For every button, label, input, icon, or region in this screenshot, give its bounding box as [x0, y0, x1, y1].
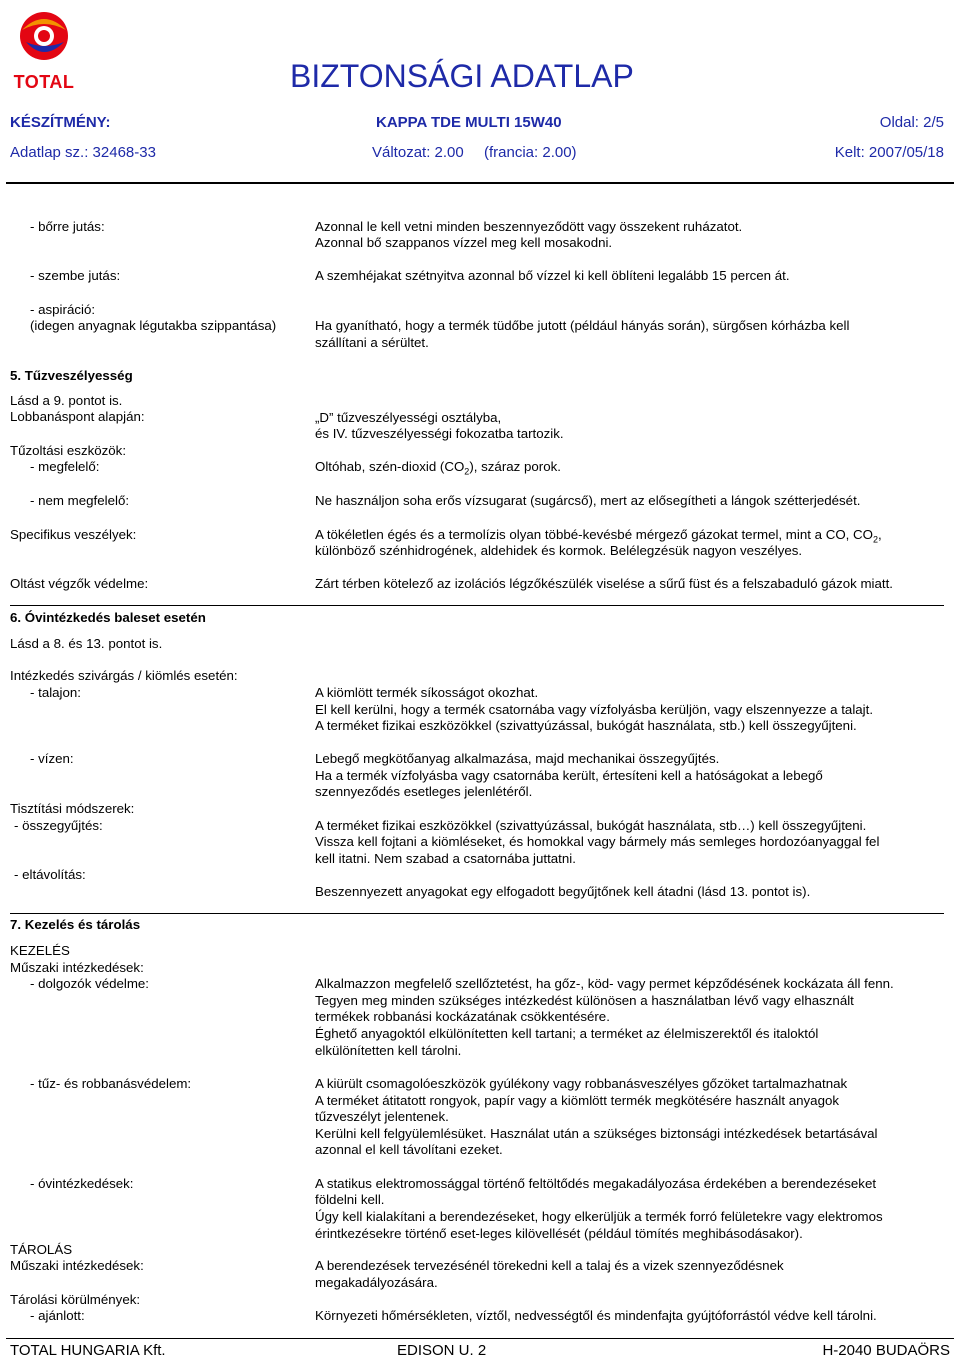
ground-text-3: A terméket fizikai eszközökkel (szivattyúzással, bukógát használata, stb.) kell összegyűjteni.	[315, 718, 857, 733]
unsuitable-text: Ne használjon soha erős vízsugarat (sugárcső), mert az elősegítheti a lángok szétterjedését.	[315, 493, 861, 508]
workers-label: - dolgozók védelme:	[30, 976, 149, 991]
eye-label: - szembe jutás:	[30, 268, 121, 283]
conditions-label: Tárolási körülmények:	[10, 1292, 141, 1307]
ground-text-2: El kell kerülni, hogy a termék csatornába vagy vízfolyásba kerüljön, vagy elszennyezze a talajt.	[315, 702, 874, 717]
sheet-number: Adatlap sz.: 32468-33	[10, 144, 156, 161]
skin-text-1: Azonnal le kell vetni minden beszennyeződött vagy összekent ruházatot.	[315, 219, 743, 234]
recommended-text: Környezeti hőmérsékleten, víztől, nedvességtől és mindenfajta gyújtóforrástól védve kell tárolni.	[315, 1308, 877, 1323]
product-name: KAPPA TDE MULTI 15W40	[376, 114, 562, 131]
total-logo	[8, 4, 80, 92]
french-version: (francia: 2.00)	[484, 144, 577, 161]
water-text-3: szennyeződés esetleges jelenlétéről.	[315, 784, 533, 799]
footer-street: EDISON U. 2	[397, 1342, 487, 1359]
clean-label: Tisztítási módszerek:	[10, 801, 135, 816]
section-5-heading: 5. Tűzveszélyesség	[10, 368, 133, 383]
skin-label: - bőrre jutás:	[30, 219, 105, 234]
page-number: Oldal: 2/5	[879, 114, 944, 131]
water-label: - vízen:	[30, 751, 74, 766]
precautions-text-1: A statikus elektromossággal történő feltöltődés megakadályozása érdekében a berendezéseket	[315, 1176, 877, 1191]
hazard-text-1: A tökéletlen égés és a termolízis olyan többé-kevésbé mérgező gázokat termel, mint a CO, $CO_2$,	[315, 527, 882, 545]
storage-heading: TÁROLÁS	[10, 1242, 73, 1257]
product-label: KÉSZÍTMÉNY:	[10, 114, 111, 131]
eye-text-1: A szemhéjakat szétnyitva azonnal bő vízzel ki kell öblíteni legalább 15 percen át.	[315, 268, 790, 283]
unsuitable-label: - nem megfelelő:	[30, 493, 130, 508]
suitable-label: - megfelelő:	[30, 459, 100, 474]
precautions-text-4: érintkezésekre történő eset-leges kilövellését (például tömítés meghibásodásakor).	[315, 1226, 803, 1241]
document-title: BIZTONSÁGI ADATLAP	[290, 58, 634, 94]
aspiration-label-2: (idegen anyagnak légutakba szippantása)	[30, 318, 277, 333]
skin-text-2: Azonnal bő szappanos vízzel meg kell mosakodni.	[315, 235, 613, 250]
protection-text: Zárt térben kötelező az izolációs légzőkészülék viselése a sűrű füst és a felszabaduló gázok miatt.	[315, 576, 893, 591]
workers-text-5: elkülönítetten kell tárolni.	[315, 1043, 462, 1058]
fire-text-1: A kiürült csomagolóeszközök gyúlékony vagy robbanásveszélyes gőzöket tartalmazhatnak	[315, 1076, 848, 1091]
issue-date: Kelt: 2007/05/18	[834, 144, 944, 161]
handling-heading: KEZELÉS	[10, 943, 70, 958]
recommended-label: - ajánlott:	[30, 1308, 85, 1323]
ground-label: - talajon:	[30, 685, 81, 700]
total-logo-icon	[8, 4, 80, 74]
fire-label: - tűz- és robbanásvédelem:	[30, 1076, 192, 1091]
footer-city: H-2040 BUDAÖRS	[822, 1342, 950, 1359]
logo-text: TOTAL	[13, 72, 75, 92]
workers-text-4: Éghető anyagoktól elkülönítetten kell tartani; a terméket az élelmiszerektől és italoktól	[315, 1026, 819, 1041]
fire-text-2: A terméket átitatott rongyok, papír vagy a kiömlött termék megkötésére használt anyagok	[315, 1093, 840, 1108]
workers-text-3: termékek robbanási kockázatának csökkentésére.	[315, 1009, 610, 1024]
fire-text-5: azonnal el kell távolítani ezeket.	[315, 1142, 503, 1157]
sec5-see: Lásd a 9. pontot is.	[10, 393, 123, 408]
removal-text-1: Beszennyezett anyagokat egy elfogadott begyűjtőnek kell átadni (lásd 13. pontot is).	[315, 884, 811, 899]
aspiration-text-2: szállítani a sérültet.	[315, 335, 429, 350]
fire-text-3: tűzveszélyt jelentenek.	[315, 1109, 449, 1124]
aspiration-text-1: Ha gyanítható, hogy a termék tüdőbe jutott (például hányás során), sürgősen kórházba kell	[315, 318, 850, 333]
water-text-1: Lebegő megkötőanyag alkalmazása, majd mechanikai összegyűjtés.	[315, 751, 720, 766]
hazard-text-2: különböző szénhidrogének, aldehidek és kormok. Belélegzésük nagyon veszélyes.	[315, 543, 803, 558]
ground-text-1: A kiömlött termék síkosságot okozhat.	[315, 685, 539, 700]
tech2-text-1: A berendezések tervezésénél törekedni kell a talaj és a vizek szennyeződésnek	[315, 1258, 784, 1273]
collect-label: - összegyűjtés:	[14, 818, 103, 833]
precautions-label: - óvintézkedések:	[30, 1176, 134, 1191]
header-divider	[6, 182, 954, 184]
sec6-see: Lásd a 8. és 13. pontot is.	[10, 636, 163, 651]
flash-text-2: és IV. tűzveszélyességi fokozatba tartozik.	[315, 426, 564, 441]
section-7-heading: 7. Kezelés és tárolás	[10, 917, 141, 932]
tech2-label: Műszaki intézkedések:	[10, 1258, 144, 1273]
precautions-text-2: földelni kell.	[315, 1192, 385, 1207]
leak-label: Intézkedés szivárgás / kiömlés esetén:	[10, 668, 238, 683]
water-text-2: Ha a termék vízfolyásba vagy csatornába került, értesíteni kell a hatóságokat a lebegő	[315, 768, 823, 783]
tech2-text-2: megakadályozására.	[315, 1275, 438, 1290]
flash-text-1: „D” tűzveszélyességi osztályba,	[315, 410, 502, 425]
footer-company: TOTAL HUNGARIA Kft.	[10, 1342, 166, 1359]
hazard-label: Specifikus veszélyek:	[10, 527, 137, 542]
flash-label: Lobbanáspont alapján:	[10, 409, 145, 424]
collect-text-3: kell itatni. Nem szabad a csatornába juttatni.	[315, 851, 576, 866]
suitable-text: Oltóhab, szén-dioxid $(CO_2)$, száraz porok.	[315, 459, 561, 477]
collect-text-2: Vissza kell fojtani a kiömléseket, és homokkal vagy bármely más semleges hordozóanyaggal fel	[315, 834, 880, 849]
section-divider-6	[10, 913, 944, 914]
section-divider-5	[10, 605, 944, 606]
footer-divider	[6, 1338, 954, 1339]
tech-label: Műszaki intézkedések:	[10, 960, 144, 975]
section-6-heading: 6. Óvintézkedés baleset esetén	[10, 610, 206, 625]
protection-label: Oltást végzők védelme:	[10, 576, 149, 591]
fire-text-4: Kerülni kell felgyülemlésüket. Használat után a szükséges biztonsági intézkedések betartásával	[315, 1126, 878, 1141]
version: Változat: 2.00	[372, 144, 464, 161]
removal-label: - eltávolítás:	[14, 867, 86, 882]
aspiration-label-1: - aspiráció:	[30, 302, 96, 317]
precautions-text-3: Úgy kell kialakítani a berendezéseket, hogy elkerüljük a termék forró felületekre vagy elektromos	[315, 1209, 883, 1224]
collect-text-1: A terméket fizikai eszközökkel (szivattyúzással, bukógát használata, stb…) kell összegyűjteni.	[315, 818, 867, 833]
workers-text-2: Tegyen meg minden szükséges intézkedést különösen a használatban lévő vagy elhasznált	[315, 993, 854, 1008]
workers-text-1: Alkalmazzon megfelelő szellőztetést, ha gőz-, köd- vagy permet képződésének kockázata áll fenn.	[315, 976, 894, 991]
extinguish-label: Tűzoltási eszközök:	[10, 443, 127, 458]
